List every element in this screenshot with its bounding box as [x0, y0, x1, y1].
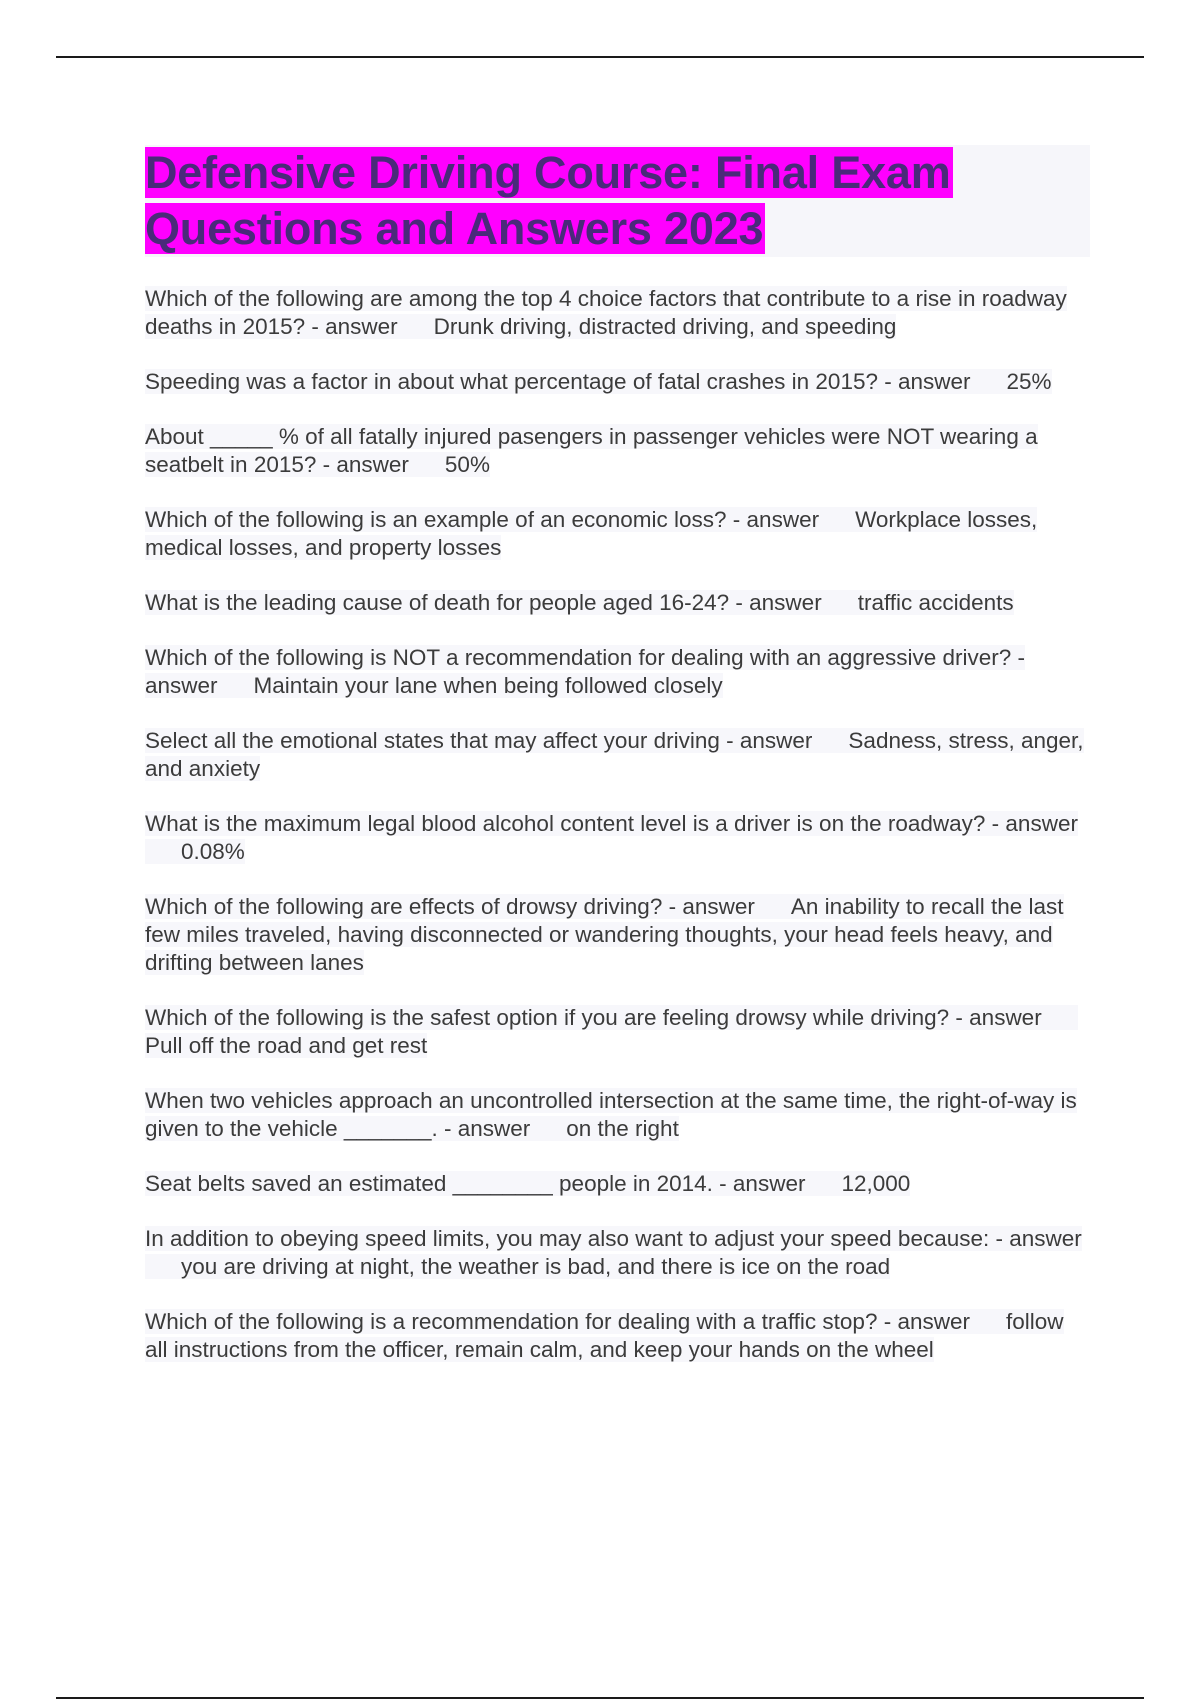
question-text: Select all the emotional states that may affect your driving - answer	[145, 728, 813, 753]
qa-item	[145, 1308, 1090, 1364]
qa-item	[145, 589, 1090, 617]
qa-item	[145, 727, 1090, 783]
answer-text: 25%	[1006, 369, 1052, 394]
qa-text	[145, 1005, 1078, 1058]
qa-text	[145, 894, 1064, 975]
question-text: In addition to obeying speed limits, you may also want to adjust your speed because: - answer	[145, 1226, 1082, 1251]
qa-item	[145, 285, 1090, 341]
qa-item	[145, 644, 1090, 700]
answer-text: An inability to recall the last few miles traveled, having disconnected or wandering thoughts, your head feels heavy, and drifting between lanes	[145, 894, 1064, 975]
answer-text: 50%	[444, 452, 490, 477]
qa-text	[145, 811, 1078, 864]
qa-item	[145, 810, 1090, 866]
document-title	[145, 145, 1090, 257]
question-text: What is the leading cause of death for people aged 16-24? - answer	[145, 590, 822, 615]
question-text: Which of the following is NOT a recommendation for dealing with an aggressive driver? - answer	[145, 645, 1025, 698]
question-text: About _____ % of all fatally injured pasengers in passenger vehicles were NOT wearing a seatbelt in 2015? - answer	[145, 424, 1038, 477]
qa-text	[145, 1171, 910, 1196]
qa-item	[145, 368, 1090, 396]
qa-text	[145, 728, 1084, 781]
question-text: When two vehicles approach an uncontrolled intersection at the same time, the right-of-way is given to the vehicle _______. - answer	[145, 1088, 1077, 1141]
qa-text	[145, 424, 1038, 477]
question-text: What is the maximum legal blood alcohol content level is a driver is on the roadway? - answer	[145, 811, 1078, 836]
qa-text	[145, 369, 1052, 394]
qa-list	[145, 285, 1090, 1364]
qa-text	[145, 507, 1037, 560]
question-text: Seat belts saved an estimated ________ people in 2014. - answer	[145, 1171, 806, 1196]
qa-item	[145, 506, 1090, 562]
qa-text	[145, 1226, 1082, 1279]
qa-text	[145, 645, 1025, 698]
qa-text	[145, 286, 1067, 339]
answer-text: Maintain your lane when being followed closely	[253, 673, 723, 698]
qa-item	[145, 1004, 1090, 1060]
question-text: Speeding was a factor in about what percentage of fatal crashes in 2015? - answer	[145, 369, 971, 394]
document-body	[145, 145, 1090, 1391]
answer-text: 12,000	[841, 1171, 911, 1196]
question-text: Which of the following is a recommendation for dealing with a traffic stop? - answer	[145, 1309, 970, 1334]
question-text: Which of the following is an example of an economic loss? - answer	[145, 507, 820, 532]
answer-text: Sadness, stress, anger, and anxiety	[145, 728, 1084, 781]
qa-item	[145, 423, 1090, 479]
qa-text	[145, 1309, 1064, 1362]
qa-text	[145, 590, 1014, 615]
answer-text: Workplace losses, medical losses, and property losses	[145, 507, 1038, 560]
qa-item	[145, 893, 1090, 977]
answer-text: Pull off the road and get rest	[145, 1033, 428, 1058]
answer-text: you are driving at night, the weather is bad, and there is ice on the road	[181, 1254, 891, 1279]
question-text: Which of the following is the safest option if you are feeling drowsy while driving? - answer	[145, 1005, 1042, 1030]
qa-text	[145, 1088, 1077, 1141]
top-rule	[56, 56, 1144, 58]
title-block	[145, 145, 1090, 257]
qa-item	[145, 1170, 1090, 1198]
answer-text: on the right	[566, 1116, 679, 1141]
answer-text: 0.08%	[181, 839, 245, 864]
answer-text: traffic accidents	[857, 590, 1014, 615]
answer-text: Drunk driving, distracted driving, and speeding	[433, 314, 897, 339]
answer-text: follow all instructions from the officer, remain calm, and keep your hands on the wheel	[145, 1309, 1064, 1362]
qa-item	[145, 1225, 1090, 1281]
bottom-rule	[56, 1697, 1144, 1699]
qa-item	[145, 1087, 1090, 1143]
question-text: Which of the following are effects of drowsy driving? - answer	[145, 894, 755, 919]
title-highlight: Defensive Driving Course: Final Exam Questions and Answers 2023	[145, 147, 951, 254]
question-text: Which of the following are among the top 4 choice factors that contribute to a rise in roadway deaths in 2015? - answer	[145, 286, 1067, 339]
